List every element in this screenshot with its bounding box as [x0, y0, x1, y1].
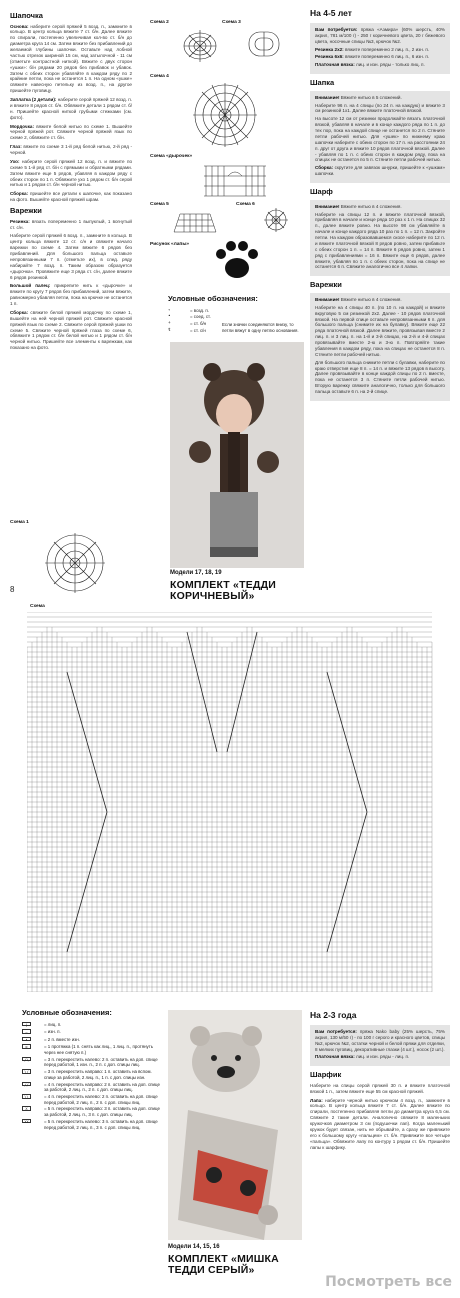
page-knitting-chart	[0, 600, 460, 1000]
materials-box: Вам потребуется: пряжа «Азмира» (60% шерсть, 40% акрил, 781 м/100 г) - 250 г коричневого цвета, 20 г бежевого цвета, носочные спицы №3, крючок №2. Резинка 2x2: вяжите попеременно 2 лиц. п., 2 изн. п. Резинка 6x6: вяжите попеременно 6 лиц. п., 6 изн. п. Платочная вязка: лиц. и изн. ряды - только лиц. п.	[310, 23, 450, 74]
legend-item: | = лиц. п.	[22, 1022, 162, 1028]
page-teddy-grey	[0, 1000, 460, 1298]
schema-2-diagram	[180, 26, 220, 66]
hat-title-right: Шапка	[310, 78, 335, 88]
models-label: Модели 14, 15, 16	[168, 1244, 220, 1250]
instruction-para: Мордочка: вяжите белой нитью по схеме 1. Вышейте черной пряжей рот. Свяжите черной пряжей язык по схеме 2, обвяжите ст. б/н.	[10, 123, 132, 141]
legend-item: • = соед. ст.	[168, 314, 211, 320]
legend-item: ŧ = ст. с/н	[168, 328, 206, 334]
model-caption-grey	[168, 1244, 302, 1276]
legend-note: Если значки соединяются внизу, то петли вяжут в одну петлю основания.	[222, 322, 299, 333]
legend-item: + = ст. б/н	[168, 321, 207, 327]
schema-5-diagram	[170, 208, 220, 236]
hat-title: Шапочка	[10, 11, 43, 20]
mittens-title: Варежки	[10, 206, 42, 216]
schema-holes-diagram	[200, 160, 270, 200]
instruction-para: Наберите серой пряжей 6 возд. п., замкните в кольцо. В центр кольца вяжите 12 ст. с/н и свяжите начало варежки по схеме 4. Затем вяжите 6 рядов без прибавлений. Для большого пальца оставьте непровязанными 7 п. (отметьте их), в след. ряду набирайте 7 возд. п. Таким образом образуется «дырочка». Провяжите еще 3 ряда ст. с/н, далее вяжите 6 рядов резинкой.	[10, 233, 132, 280]
legend-title: Условные обозначения:	[22, 1008, 112, 1017]
page-teddy-brown	[0, 0, 460, 600]
legend-item: ∘ = возд. п.	[168, 307, 209, 313]
instruction-para: Ухо: наберите серой пряжей 12 возд. п. и вяжите по схеме 5 1-й ряд ст. б/н с прямыми и обратными рядами. Затем вяжите еще 5 рядов, убавляя в каждом ряду с обеих сторон по 1 п. Обвяжите ухо 1 рядом ст. б/н серой нитью и 1 рядом ст. б/н черной нитью.	[10, 158, 132, 188]
hat-box: Внимание! Вяжите нитью в 5 сложений. Наберите 96 п. на 4 спицы (по 24 п. на каждую) и вяжите 3 см резинкой 1x1. Далее вяжите платочной вязкой. На высоте 12 см от резинки продолжайте вязать платочной вязкой, убавляя в начале и в конце каждого ряда по 1 п. до тех пор, пока на каждой спице не останется по 2 п. Стяните петли рабочей нитью. Для «ушек» по нижнему краю шапочки наберите с обеих сторон по 17 п. на расстоянии 24 п. друг от друга и вяжите 10 рядов платочной вязкой. Далее - убавляя по 1 п. с обеих сторон в каждом ряду, пока на спицах не останется по 5 п. Стяните петли рабочей нитью. Сборка: скрутите для завязок шнурки, пришейте к «ушкам» шапочки.	[310, 91, 450, 183]
schema-3-label: Схема 3	[222, 20, 241, 25]
watermark-text: Посмотреть все	[325, 1274, 452, 1291]
schema-1-diagram	[40, 528, 110, 598]
schema-4-diagram	[190, 80, 260, 150]
legend-title: Условные обозначения:	[168, 294, 258, 303]
knitting-chart-grid	[27, 612, 437, 994]
scarf-title: Шарфик	[310, 1070, 342, 1080]
scarf-title: Шарф	[310, 187, 333, 197]
legend-item: o = 1 протяжка (1 п. снять как лиц., 1 лиц. п., протянуть через нее снятую п.)	[22, 1044, 162, 1055]
instruction-para: Наберите на спицы серой пряжей 30 п. и вяжите платочной вязкой 1 п., затем вяжите еще 55 см красной пряжей.	[310, 1082, 450, 1094]
mittens-title-right: Варежки	[310, 280, 342, 290]
instruction-para: Глаз: вяжите по схеме 3 1-й ряд белой нитью, 2-й ряд - черной.	[10, 144, 132, 156]
schema-6-label: Схема 6	[236, 202, 255, 207]
schema-1-label: Схема 1	[10, 520, 29, 525]
age-title: На 2-3 года	[310, 1010, 357, 1020]
photo-teddy-grey	[168, 1010, 302, 1240]
mittens-box: Внимание! Вяжите нитью в 4 сложения. Наберите на 4 спицы 40 п. (по 10 п. на каждой) и вяжите вкруговую 5 см резинкой 2x2. Далее - 10 рядов платочной вязкой. На первой спице оставьте непровязанными 6 п. для большого пальца (снимите их на булавку). Вяжите еще 22 ряда платочной вязкой. Далее вяжите, провязывая вместе 2 лиц. п. и 3 лиц. п. на 1-й и 3-й спицах, на 2-й и 4-й спицах провязывайте вместе 2-ю и 3-ю п. Повторяйте такие убавления в каждом ряду, пока на спицах не останется 8 п. Стяните петли рабочей нитью. Для большого пальца снимите петли с булавки, наберите по краю отверстия еще 8 п. = 14 п. и вяжите 13 рядов в высоту. Далее провязывайте в конце каждой спицы по 2 п. вместе, пока не останется 3 п. Стяните петли рабочей нитью. Вторую варежку свяжите аналогично, только для большого пальца оставьте 6 п. на 2-й спице.	[310, 293, 450, 401]
instruction-para: Сборка: свяжите белой пряжей мордочку по схеме 1, вышейте на ней черной пряжей рот. Свяжите красной пряжей язык по схеме 2. Свяжите серой пряжей ушки по схеме 5. Свяжите черной пряжей глаза по схеме 6, обвяжите 1 рядом ст. б/н белой нитью и 1 рядом ст. б/н черной нитью. Пришейте все элементы к варежкам, как показано на фото.	[10, 309, 132, 351]
page-number: 8	[10, 585, 15, 594]
right-text-column-bottom	[310, 1010, 450, 1295]
kit-title: КОМПЛЕКТ «МИШКА ТЕДДИ СЕРЫЙ»	[168, 1252, 279, 1276]
instruction-para: Большой палец: прикрепите нить к «дырочке» и вяжите по кругу 7 рядов без прибавлений, затем вяжите, равномерно убавляя петли, пока на крючке не останется 1 п.	[10, 283, 132, 307]
legend-item: XX = 5 п. перекрестить налево: 3 п. оставить на доп. спице перед работой, 2 лиц. п., 3 п. с доп. спицы лиц.	[22, 1119, 162, 1130]
schema-2-label: Схема 2	[150, 20, 169, 25]
schema-5-label: Схема 5	[150, 202, 169, 207]
paw-pattern-diagram	[210, 238, 264, 282]
legend-item: ∧ = 2 п. вместе изн.	[22, 1037, 162, 1043]
instruction-para: Лапа: наберите черной нитью крючком 4 возд. п., замкните в кольцо. В центр кольца вяжите 7 ст. б/н. Далее вяжите по спирали, постепенно прибавляя петли до диаметра круга 6,5 см. Свяжите 2 такие детали. Аналогично свяжите 8 маленьких кружочков диаметром 3 см (подушечки лап). Когда маленький кружок будет связан, нить не обрывайте, а сразу же привяжите его к большому кругу «пальцем» ст. б/н. Привяжите все четыре «пальца». Обвяжите лапу по контуру 1 рядом ст. б/н. Пришейте лапы к шарфику.	[310, 1097, 450, 1150]
left-text-column	[10, 8, 132, 448]
right-text-column	[310, 8, 450, 568]
instruction-para: Резинка: вязать попеременно 1 выпуклый, 1 вогнутый ст. с/н.	[10, 218, 132, 230]
legend-item: — = изн. п.	[22, 1029, 162, 1035]
legend-item: \\ = 4 п. перекрестить налево: 2 п. оставить на доп. спице перед работой, 2 лиц. п., 2 п. с доп. спицы лиц.	[22, 1094, 162, 1105]
legend-item: \/ = 3 п. перекрестить направо: 1 п. оставить на вспом. спице за работой, 2 лиц. п., 1 п. с доп. спицы изн.	[22, 1069, 162, 1080]
materials-box: Вам потребуется: пряжа Nako baby (25% шерсть, 75% акрил, 130 м/50 г) - по 100 г серого и красного цветов, спицы №2, крючок №2, остатки черной и белой пряжи для отделки, 8 мелких пуговиц, декоративные глазки (4 шт.), носок (2 шт.). Платочная вязка: лиц. и изн. ряды - лиц. п.	[310, 1025, 450, 1066]
legend-bottom	[22, 1008, 162, 1131]
schema-3-diagram	[246, 28, 282, 60]
kit-title: КОМПЛЕКТ «ТЕДДИ КОРИЧНЕВЫЙ»	[170, 578, 277, 600]
schema-6-diagram	[262, 206, 290, 234]
model-caption-brown	[170, 570, 304, 600]
instruction-para: Заплатка (2 детали): наберите серой пряжей 12 возд. п. и вяжите 8 рядов ст. б/н. Обвяжите детали 1 рядом ст. б/н. Пришейте красной ниткой грубыми стежками (см. фото).	[10, 97, 132, 120]
legend-item: /\ = 3 п. перекрестить налево: 2 п. оставить на доп. спице перед работой, 1 изн. п., 2 п. с доп. спицы лиц.	[22, 1057, 162, 1068]
instruction-para: Сборка: пришейте все детали к шапочке, как показано на фото. Вышейте красной пряжей шрам.	[10, 191, 132, 203]
schema-holes-label: Схема «дырочек»	[150, 154, 193, 159]
models-label: Модели 17, 18, 19	[170, 570, 222, 576]
chart-schema-label: Схема	[30, 604, 45, 609]
schema-4-label: Схема 4	[150, 74, 169, 79]
legend-item: X = 5 п. перекрестить направо: 3 п. оставить на доп. спице за работой, 2 лиц. п., 3 п. с доп. спицы лиц.	[22, 1106, 162, 1117]
scarf-box: Внимание! Вяжите нитью в 4 сложения. Наберите на спицы 12 п. и вяжите платочной вязкой, прибавляя в начале и конце ряда 10 раз x 1 п. На спицах 32 п., далее вяжите ровно. На высоте 98 см убавляйте в начале и конце каждого ряда 10 раз по 1 п. = 12 п. Закройте петли. На каждом образовавшемся скосе наберите по 12 п. и вяжите платочной вязкой 8 рядов ровно, затем прибавьте с обеих сторон 1 п. = 14 п. Вяжите 6 рядов ровно, затем 1 ряд с прибавлениями = 16 п. Вяжите еще 6 рядов, далее вяжите, убавляя по 1 п. с обеих сторон, пока на спице не останется 6 п. Свяжите аналогично все 4 лапки.	[310, 200, 450, 277]
age-title: На 4-5 лет	[310, 8, 352, 18]
paw-pattern-label: Рисунок «лапы»	[150, 242, 190, 247]
photo-teddy-brown	[170, 342, 304, 568]
legend-item: // = 4 п. перекрестить направо: 2 п. оставить на доп. спице за работой, 2 лиц. п., 2 п. с доп. спицы лиц.	[22, 1082, 162, 1093]
instruction-para: Основа: наберите серой пряжей 5 возд. п., замкните в кольцо. В центр кольца вяжите 7 ст. б/н. Далее вяжите по спирали, постепенно увеличивая кол-во ст. б/н до диаметра круга 14 см. Затем вяжите без прибавлений до желаемой глубины шапочки. Оставьте над лобной частью отрезок шириной 15 см, над затылочной - 11 см (отметьте контрастной ниткой). Вяжите с двух сторон «ушки»: б/н рядами 20 рядов без прибавок и убавок. Затем с обеих сторон убавляйте в каждом ряду по 2 крайние петли, пока не останется 1 п. На одном «ушке» свяжите навесную петельку из возд. п., на другое пришейте пуговицу.	[10, 23, 132, 94]
